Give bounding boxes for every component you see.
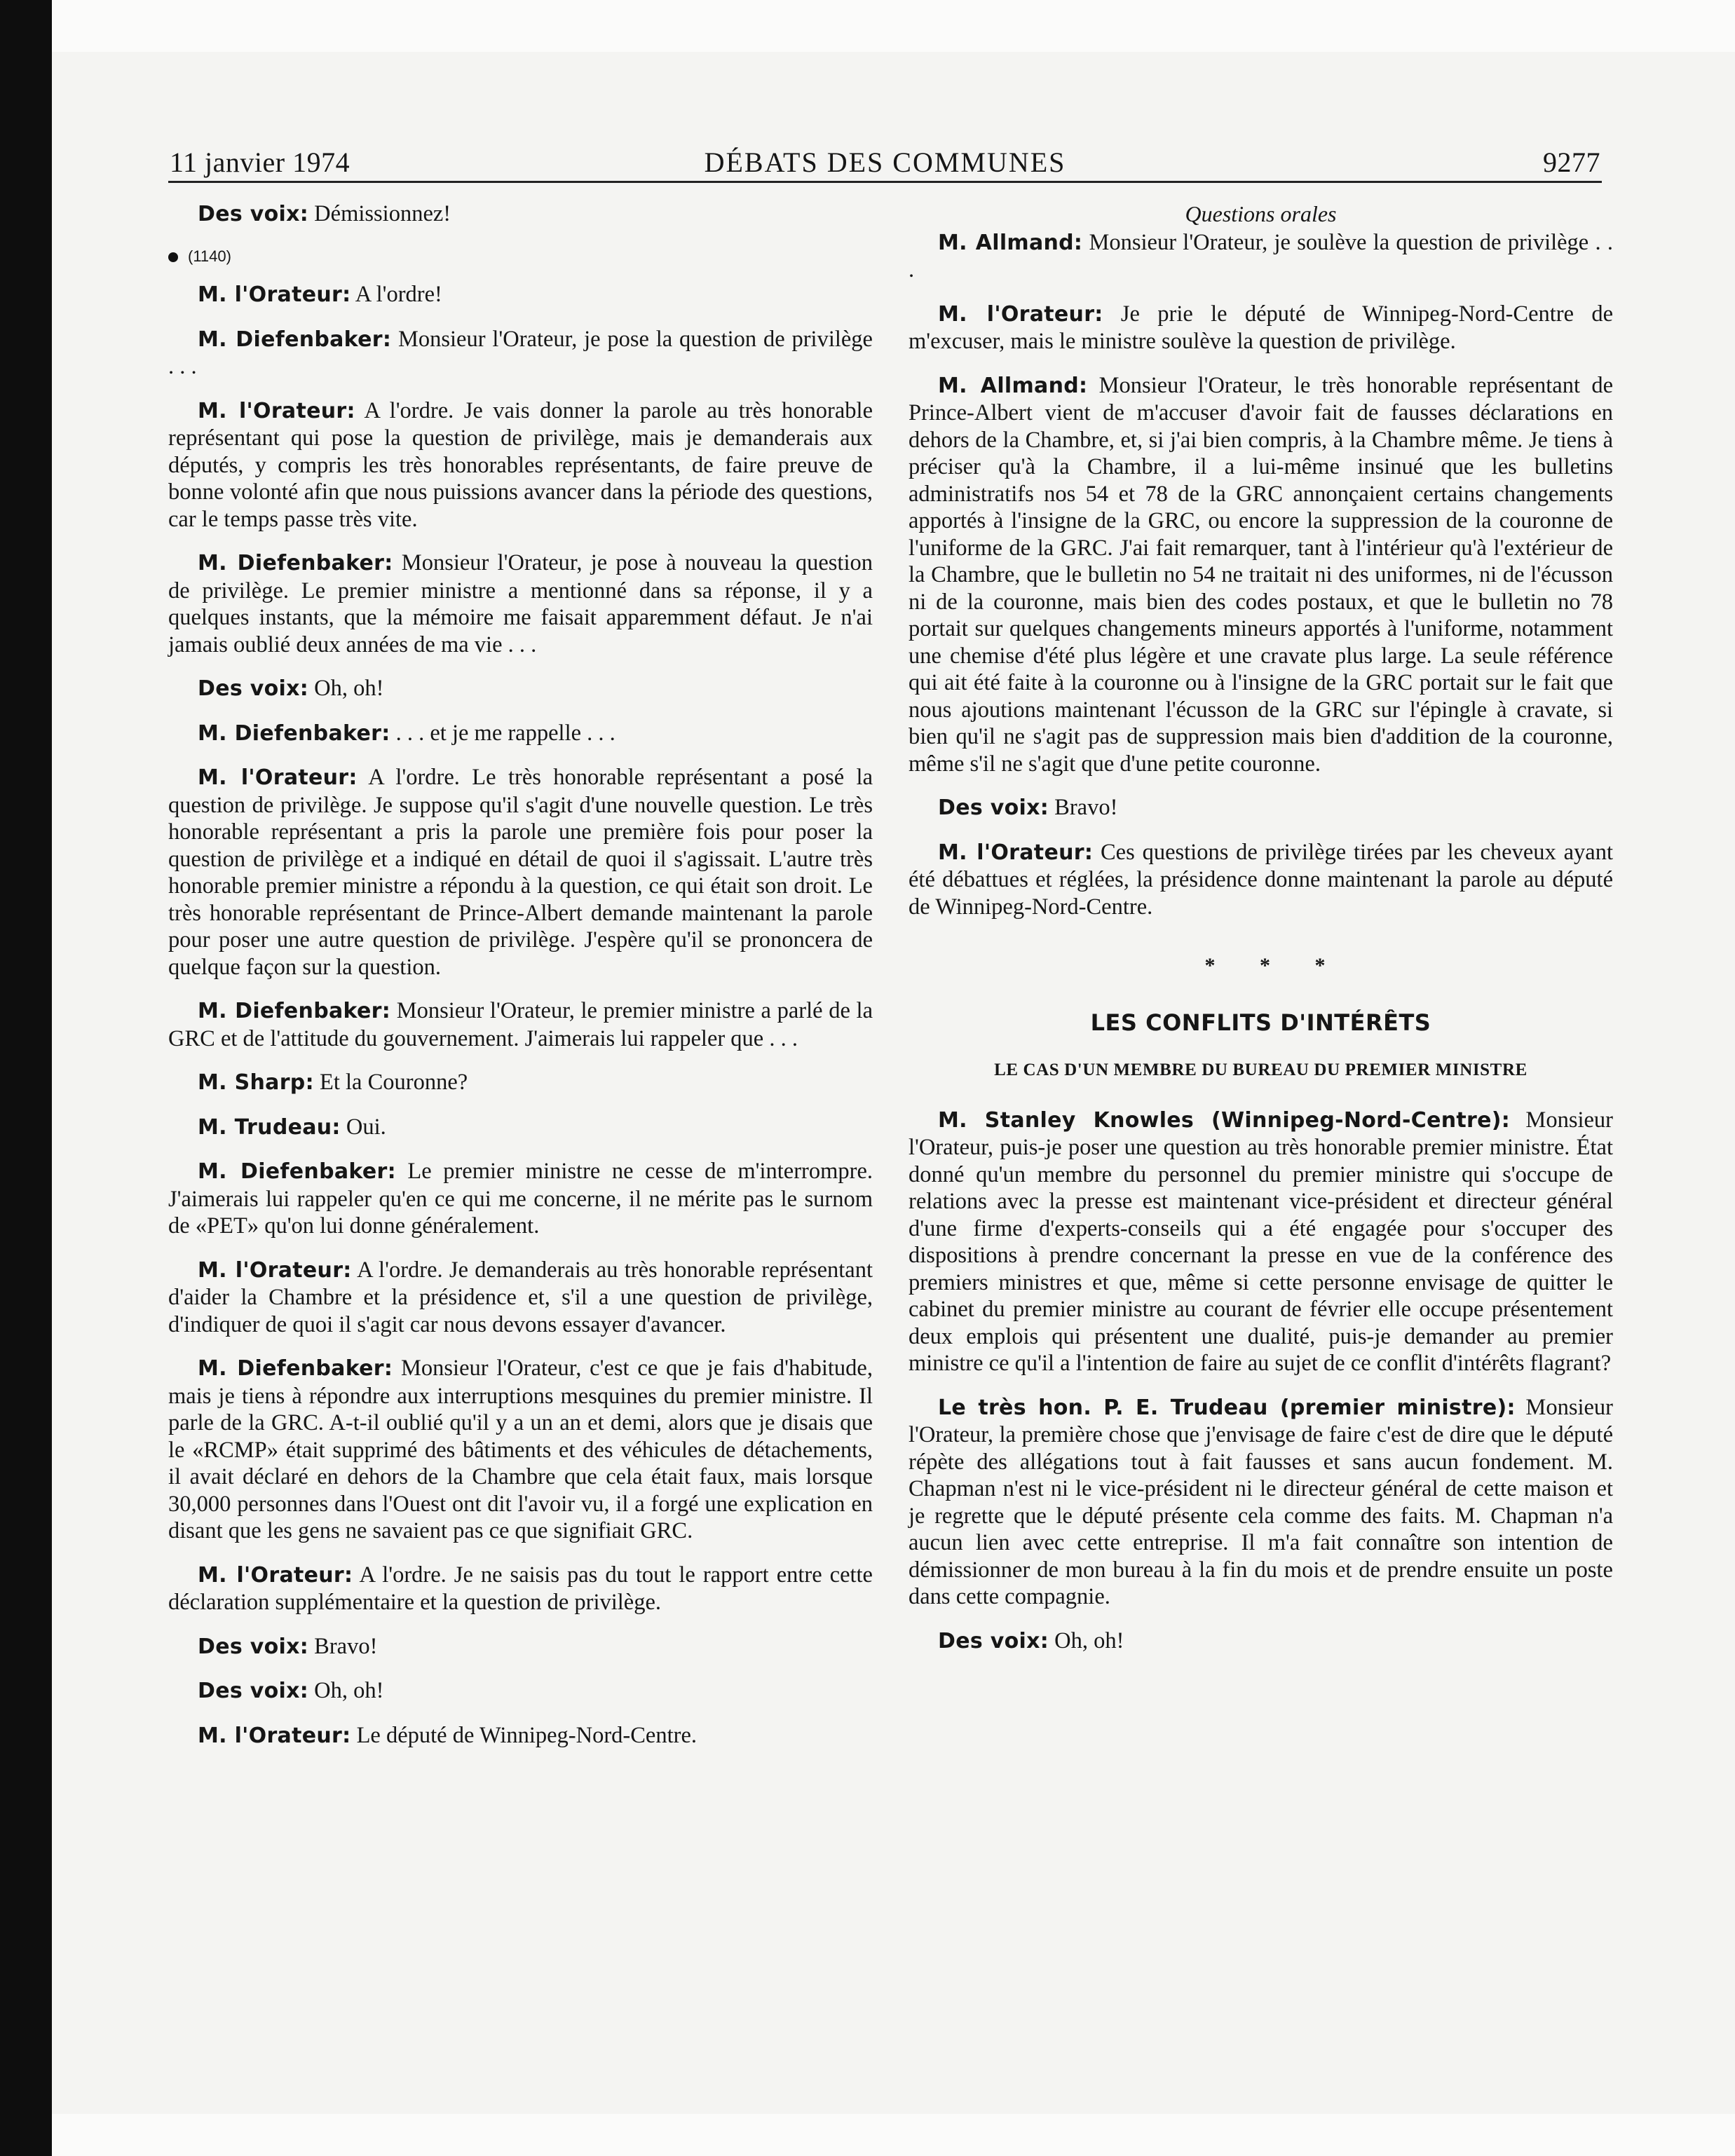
speech: Bravo! bbox=[1049, 795, 1118, 820]
speech: Ces questions de privilège tirées par les cheveux ayant été débattues et réglées, la présidence donne maintenant la parole au député de Winnipeg-Nord-Centre. bbox=[909, 839, 1613, 920]
right-column bbox=[909, 200, 1613, 1672]
paragraph bbox=[168, 1633, 873, 1661]
speech: Oh, oh! bbox=[308, 1678, 384, 1703]
header-date: 11 janvier 1974 bbox=[170, 146, 351, 178]
bullet-icon bbox=[168, 252, 178, 262]
speaker: M. Diefenbaker: bbox=[198, 721, 390, 746]
speech: Démissionnez! bbox=[308, 201, 451, 226]
scan-margin-top bbox=[52, 0, 1735, 52]
section-heading: LES CONFLITS D'INTÉRÊTS bbox=[1090, 1009, 1431, 1036]
paragraph bbox=[168, 1158, 873, 1240]
scan-border bbox=[0, 0, 52, 2156]
page-number: 9277 bbox=[1543, 146, 1600, 178]
paragraph bbox=[909, 301, 1613, 355]
speaker: Des voix: bbox=[938, 796, 1049, 820]
speech: Je prie le député de Winnipeg-Nord-Centre de m'excuser, mais le ministre soulève la question de privilège. bbox=[909, 301, 1613, 354]
paragraph bbox=[168, 1355, 873, 1545]
page-header bbox=[168, 140, 1602, 183]
time-marker bbox=[168, 243, 873, 271]
paragraph bbox=[168, 550, 873, 658]
speech: A l'ordre. Je vais donner la parole au très honorable représentant qui pose la question de privilège, mais je demanderais aux députés, y compris les très honorables représentants, de faire preuve de bonne volonté afin que nous puissions avancer dans la période des questions, car le temps passe très vite. bbox=[168, 397, 873, 532]
section-subheading: LE CAS D'UN MEMBRE DU BUREAU DU PREMIER MINISTRE bbox=[994, 1060, 1528, 1079]
paragraph bbox=[909, 1107, 1613, 1377]
time-marker-text: (1140) bbox=[188, 247, 231, 265]
speaker: M. Diefenbaker: bbox=[198, 551, 393, 575]
speech: Monsieur l'Orateur, c'est ce que je fais d'habitude, mais je tiens à répondre aux interruptions mesquines du premier ministre. Il parle de la GRC. A-t-il oublié qu'il y a un an et demi, alors que je disais que le «RCMP» était supprimé des bâtiments et des véhicules de détachements, il avait déclaré en dehors de la Chambre que cela était faux, mais lorsque 30,000 personnes dans l'Ouest ont dit l'avoir vu, il a forgé une explication en disant que les gens ne savaient pas ce que signifiait GRC. bbox=[168, 1356, 873, 1543]
speaker: M. Diefenbaker: bbox=[198, 1159, 396, 1184]
speech: . . . et je me rappelle . . . bbox=[390, 720, 615, 746]
speaker: M. Allmand: bbox=[938, 230, 1083, 255]
speech: Oui. bbox=[340, 1114, 386, 1140]
speaker: M. l'Orateur: bbox=[938, 840, 1094, 865]
paragraph bbox=[909, 372, 1613, 778]
speech: Monsieur l'Orateur, je pose à nouveau la question de privilège. Le premier ministre a mentionné dans sa réponse, il y a quelques instants, que la mémoire me faisait apparemment défaut. Je n'ai jamais oublié deux années de ma vie . . . bbox=[168, 550, 873, 657]
speaker: M. Trudeau: bbox=[198, 1114, 341, 1140]
speech: Bravo! bbox=[308, 1633, 378, 1659]
speech: A l'ordre. Je demanderais au très honorable représentant d'aider la Chambre et la présidence et, s'il a une question de privilège, d'indiquer de quoi il s'agit car nous devons essayer d'avancer. bbox=[168, 1257, 873, 1337]
paragraph bbox=[168, 281, 873, 309]
speech: Monsieur l'Orateur, puis-je poser une question au très honorable premier ministre. État donné qu'un membre du personnel du premier ministre qui s'occupe de relations avec la presse est maintenant vice-président et directeur général d'une firme d'experts-conseils qui a été engagée pour s'occuper des dispositions à prendre concernant la presse en vue de la conférence des premiers ministres et que, même si cette personne envisage de quitter le cabinet du premier ministre au courant de février elle occupe présentement deux emplois qui présentent une dualité, puis-je demander au premier ministre ce qu'il a l'intention de faire au sujet de ce conflit d'intérêts flagrant? bbox=[909, 1107, 1614, 1376]
paragraph bbox=[168, 764, 873, 981]
speech: A l'ordre! bbox=[351, 282, 442, 307]
speech: Monsieur l'Orateur, le très honorable représentant de Prince-Albert vient de m'accuser d'avoir fait de fausses déclarations en dehors de la Chambre, et, si j'ai bien compris, à la Chambre même. Je tiens à préciser qu'à la Chambre, il a lui-même insinué que les bulletins administratifs nos 54 et 78 de la GRC annonçaient certains changements apportés à l'insigne de la GRC, ou encore la suppression de la couronne de l'uniforme de la GRC. J'ai fait remarquer, tant à l'intérieur qu'à l'extérieur de la Chambre, que le bulletin no 54 ne traitait ni des uniformes, ni de l'écusson ni de la couronne, mais bien des codes postaux, et que le bulletin no 78 portait sur quelques changements mineurs apportés à l'uniforme, notamment une chemise d'été plus légère et une cravate plus large. La seule référence qui ait été faite à la couronne ou à l'insigne de la GRC portait sur le fait que nous ajoutions maintenant l'écusson de la GRC sur l'épingle à cravate, si bien qu'il ne s'agit pas de suppression mais bien d'addition de la couronne, même s'il ne s'agit que d'une petite couronne. bbox=[909, 372, 1613, 777]
speaker: M. Stanley Knowles (Winnipeg-Nord-Centre): bbox=[938, 1107, 1511, 1133]
header-title: DÉBATS DES COMMUNES bbox=[704, 146, 1066, 178]
speaker: Des voix: bbox=[938, 1628, 1049, 1653]
speaker: M. l'Orateur: bbox=[198, 282, 351, 307]
paragraph bbox=[168, 1722, 873, 1750]
paragraph bbox=[168, 1069, 873, 1097]
speech: Monsieur l'Orateur, le premier ministre a parlé de la GRC et de l'attitude du gouvernement. J'aimerais lui rappeler que . . . bbox=[168, 998, 873, 1051]
speaker: Des voix: bbox=[198, 1634, 309, 1659]
speaker: M. Diefenbaker: bbox=[198, 1356, 393, 1381]
left-column bbox=[168, 200, 873, 1766]
paragraph bbox=[909, 229, 1613, 284]
speech: Le député de Winnipeg-Nord-Centre. bbox=[351, 1722, 697, 1748]
paragraph bbox=[168, 720, 873, 748]
speech: Et la Couronne? bbox=[313, 1070, 468, 1095]
speaker: M. Sharp: bbox=[198, 1070, 314, 1095]
speaker: M. l'Orateur: bbox=[198, 765, 358, 790]
paragraph bbox=[168, 200, 873, 228]
speech: A l'ordre. Le très honorable représentant a posé la question de privilège. Je suppose qu'il s'agit d'une nouvelle question. Le très honorable représentant a pris la parole une première fois pour poser la question de privilège et a indiqué en détail de quoi il s'agissait. L'autre très honorable premier ministre a répondu à la question, ce qui était son droit. Le très honorable représentant de Prince-Albert demande maintenant la parole pour poser une autre question de privilège. J'espère qu'il se prononcera de quelque façon sur la question. bbox=[168, 765, 873, 980]
scan-margin-bottom bbox=[52, 2114, 1735, 2156]
speaker: Des voix: bbox=[198, 1679, 309, 1703]
paragraph bbox=[909, 1394, 1613, 1611]
speaker: M. Diefenbaker: bbox=[198, 999, 391, 1023]
speech: Monsieur l'Orateur, je pose la question de privilège . . . bbox=[168, 326, 873, 379]
speaker: M. l'Orateur: bbox=[198, 1257, 352, 1283]
paragraph bbox=[168, 1562, 873, 1616]
paragraph bbox=[168, 326, 873, 381]
speaker: M. l'Orateur: bbox=[198, 1562, 353, 1588]
paragraph bbox=[909, 794, 1613, 822]
speech: Monsieur l'Orateur, la première chose que j'envisage de faire c'est de dire que le député répète des allégations tout à fait fausses et sans aucun fondement. M. Chapman n'est ni le vice-président ni le directeur général de cette maison et je regrette que le député présente cela comme des faits. M. Chapman n'a aucun lien avec cette entreprise. Il m'a fait connaître son intention de démissionner de mon bureau à la fin du mois et de prendre ensuite un poste dans cette compagnie. bbox=[909, 1394, 1613, 1609]
paragraph bbox=[168, 1114, 873, 1142]
speaker: M. l'Orateur: bbox=[198, 398, 355, 423]
paragraph bbox=[168, 1257, 873, 1339]
document-page bbox=[168, 140, 1614, 1748]
speaker: Le très hon. P. E. Trudeau (premier ministre): bbox=[938, 1395, 1516, 1420]
speech: Le premier ministre ne cesse de m'interrompre. J'aimerais lui rappeler qu'en ce qui me concerne, il ne mérite pas le surnom de «PET» qu'on lui donne généralement. bbox=[168, 1159, 873, 1239]
speaker: M. Diefenbaker: bbox=[198, 327, 392, 352]
speech: A l'ordre. Je ne saisis pas du tout le rapport entre cette déclaration supplémentaire et la question de privilège. bbox=[168, 1562, 873, 1615]
speaker: Des voix: bbox=[198, 202, 309, 226]
speaker: M. l'Orateur: bbox=[938, 301, 1103, 327]
speaker: M. l'Orateur: bbox=[198, 1723, 351, 1748]
speech: Oh, oh! bbox=[1049, 1628, 1124, 1653]
paragraph bbox=[168, 997, 873, 1052]
speech: Oh, oh! bbox=[308, 676, 384, 701]
running-head: Questions orales bbox=[1185, 201, 1337, 226]
speaker: Des voix: bbox=[198, 676, 309, 701]
speaker: M. Allmand: bbox=[938, 373, 1088, 398]
paragraph bbox=[168, 397, 873, 533]
section-separator: * * * bbox=[1204, 954, 1345, 977]
paragraph bbox=[168, 675, 873, 703]
paragraph bbox=[909, 839, 1613, 921]
paragraph bbox=[909, 1628, 1613, 1656]
speech: Monsieur l'Orateur, je soulève la question de privilège . . . bbox=[909, 229, 1613, 282]
paragraph bbox=[168, 1677, 873, 1705]
